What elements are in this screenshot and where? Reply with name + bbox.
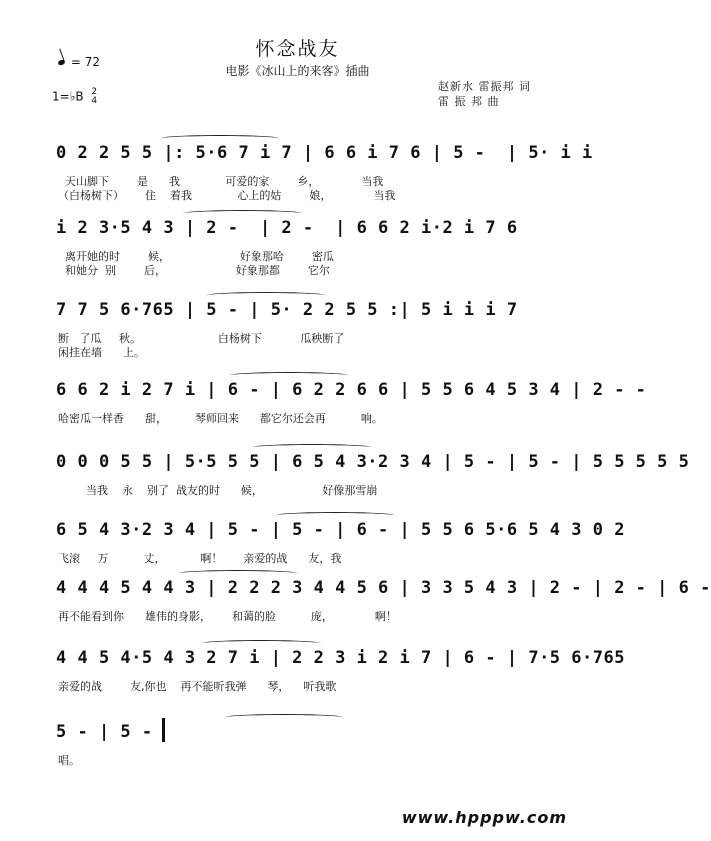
lyric-line: 闲挂在墙 上。 — [58, 346, 145, 359]
slur-mark — [178, 570, 298, 577]
final-barline — [162, 718, 165, 742]
slur-mark — [206, 292, 326, 299]
notation-row: 6 6 2 i 2 7 i | 6 - | 6 2 2 6 6 | 5 5 6 4 5 3 4 | 2 - - — [56, 380, 647, 400]
notation-row: 0 2 2 5 5 |: 5·6 7 i 7 | 6 6 i 7 6 | 5 - | 5· i i — [56, 143, 593, 163]
slur-mark — [201, 640, 321, 647]
key-signature — [52, 88, 97, 106]
lyric-line: （白杨树下） 住 着我 心上的姑 娘， 当我 — [58, 189, 396, 202]
slur-mark — [224, 714, 344, 721]
lyric-line: 再不能看到你 雄伟的身影， 和蔼的脸 庞， 啊！ — [58, 610, 397, 623]
tempo-value: = 72 — [70, 55, 100, 69]
lyric-line: 亲爱的战 友,你也 再不能听我弹 琴， 听我歌 — [58, 680, 337, 693]
tempo-marking — [58, 55, 100, 69]
lyric-line: 飞滚 万 丈， 啊！ 亲爱的战 友，我 — [58, 552, 342, 565]
watermark: www.hpppw.com — [401, 808, 567, 827]
slur-mark — [229, 372, 349, 379]
notation-row: 5 - | 5 - — [56, 722, 153, 742]
composer-credit: 雷 振 邦 曲 — [438, 95, 500, 108]
lyric-line: 唱。 — [58, 754, 80, 767]
notation-row: 7 7 5 6·765 | 5 - | 5· 2 2 5 5 :| 5 i i i 7 — [56, 300, 518, 320]
time-numerator: 2 — [91, 87, 98, 97]
slur-mark — [252, 444, 372, 451]
song-title: 怀念战友 — [255, 38, 340, 60]
slur-mark — [275, 512, 395, 519]
slur-mark — [183, 210, 303, 217]
notation-row: 0 0 0 5 5 | 5·5 5 5 | 6 5 4 3·2 3 4 | 5 - | 5 - | 5 5 5 5 5 — [56, 452, 690, 472]
time-denominator: 4 — [91, 96, 98, 106]
lyric-line: 和她分 别 后， 好象那都 它尔 — [58, 264, 330, 277]
slur-mark — [160, 135, 280, 142]
lyricist-credit: 赵新水 雷振邦 词 — [438, 80, 531, 93]
song-subtitle: 电影《冰山上的来客》插曲 — [225, 64, 370, 78]
notation-row: 6 5 4 3·2 3 4 | 5 - | 5 - | 6 - | 5 5 6 5·6 5 4 3 0 2 — [56, 520, 625, 540]
time-signature — [91, 88, 97, 106]
notation-row: i 2 3·5 4 3 | 2 - | 2 - | 6 6 2 i·2 i 7 6 — [56, 218, 518, 238]
notation-row: 4 4 5 4·5 4 3 2 7 i | 2 2 3 i 2 i 7 | 6 - | 7·5 6·765 — [56, 648, 625, 668]
lyric-line: 天山脚下 是 我 可爱的家 乡， 当我 — [58, 175, 384, 188]
key-label: 1=♭B — [52, 89, 84, 104]
lyric-line: 离开她的时 候， 好象那哈 密瓜 — [58, 250, 334, 263]
quarter-note-icon — [57, 59, 65, 66]
lyric-line: 哈密瓜一样香 甜， 琴师回来 都它尔还会再 响。 — [58, 412, 383, 425]
notation-row: 4 4 4 5 4 4 3 | 2 2 2 3 4 4 5 6 | 3 3 5 4 3 | 2 - | 2 - | 6 - — [56, 578, 711, 598]
lyric-line: 断 了瓜 秋。 白杨树下 瓜秧断了 — [58, 332, 345, 345]
lyric-line: 当我 永 别了 战友的时 候， 好像那雪崩 — [58, 484, 378, 497]
